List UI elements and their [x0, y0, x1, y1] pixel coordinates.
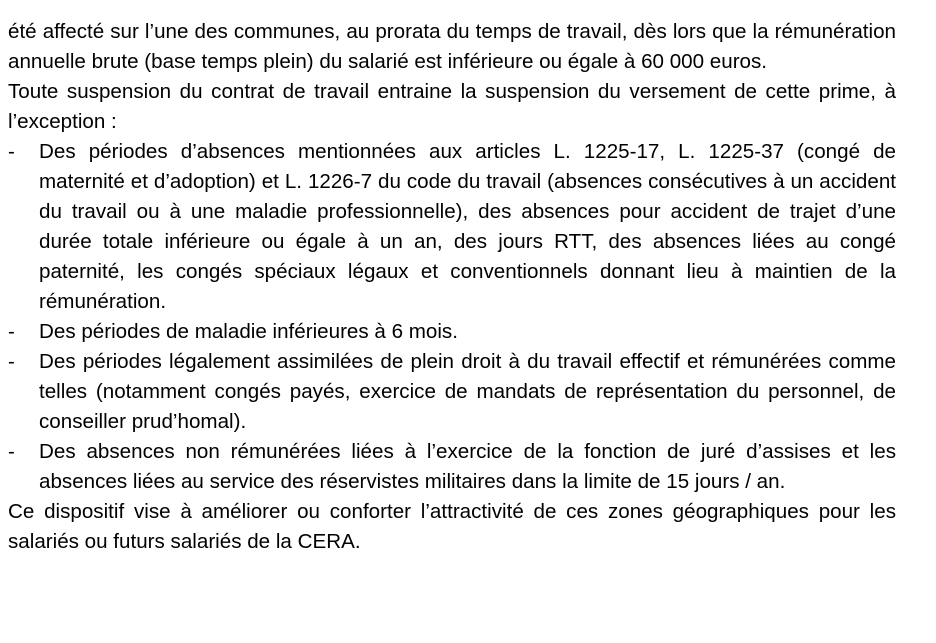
list-item-text: Des périodes de maladie inférieures à 6 mois. — [39, 320, 458, 343]
exceptions-list — [8, 137, 896, 497]
list-bullet: - — [8, 320, 15, 343]
paragraph-eligibility: été affecté sur l’une des communes, au prorata du temps de travail, dès lors que la rémunération annuelle brute (base temps plein) du salarié est inférieure ou égale à 60 000 euros. — [8, 20, 896, 73]
list-item — [8, 347, 896, 437]
list-item-text: Des absences non rémunérées liées à l’exercice de la fonction de juré d’assises et les absences liées au service des réservistes militaires dans la limite de 15 jours / an. — [39, 440, 896, 493]
list-bullet: - — [8, 440, 15, 463]
document-body — [8, 17, 896, 557]
list-bullet: - — [8, 140, 15, 163]
list-item — [8, 137, 896, 317]
paragraph-suspension: Toute suspension du contrat de travail entraine la suspension du versement de cette prime, à l’exception : — [8, 80, 896, 133]
paragraph-conclusion: Ce dispositif vise à améliorer ou conforter l’attractivité de ces zones géographiques pour les salariés ou futurs salariés de la CERA. — [8, 500, 896, 553]
list-bullet: - — [8, 350, 15, 373]
list-item — [8, 317, 896, 347]
list-item-text: Des périodes d’absences mentionnées aux articles L. 1225-17, L. 1225-37 (congé de maternité et d’adoption) et L. 1226-7 du code du travail (absences consécutives à un accident du travail ou à une maladie professionnelle), des absences pour accident de trajet d’une durée totale inférieure ou égale à un an, des jours RTT, des absences liées au congé paternité, les congés spéciaux légaux et conventionnels donnant lieu à maintien de la rémunération. — [39, 140, 896, 313]
list-item-text: Des périodes légalement assimilées de plein droit à du travail effectif et rémunérées comme telles (notamment congés payés, exercice de mandats de représentation du personnel, de conseiller prud’homal). — [39, 350, 896, 433]
list-item — [8, 437, 896, 497]
